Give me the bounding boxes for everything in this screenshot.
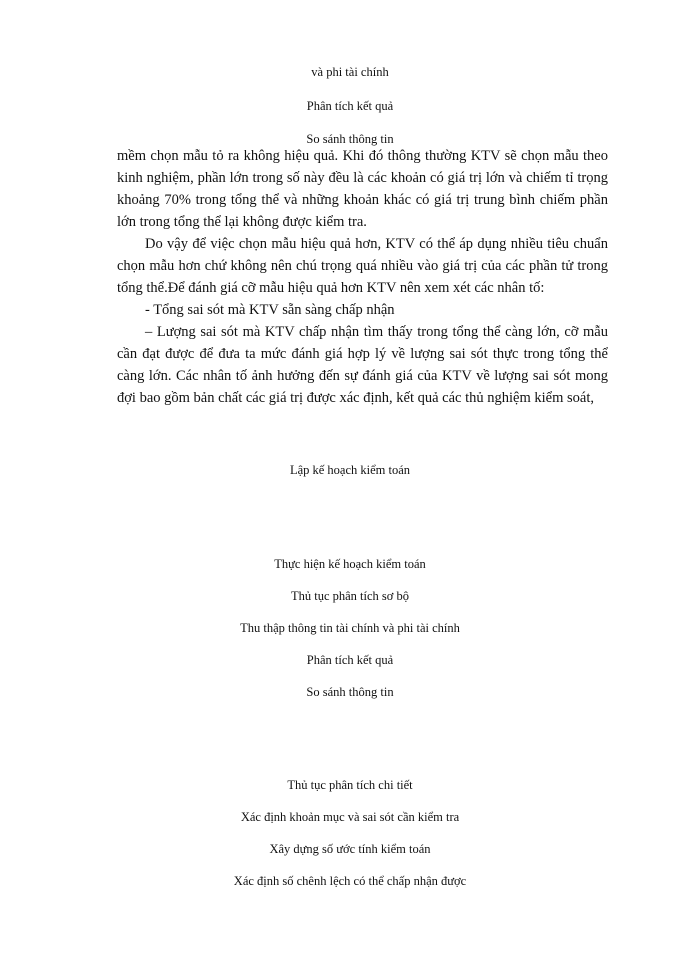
diagram-stage-planning: Lập kế hoạch kiểm toán: [289, 463, 411, 477]
diagram-detailed-step-3: Xác định số chênh lệch có thể chấp nhận được: [233, 874, 467, 888]
paragraph-4: – Lượng sai sót mà KTV chấp nhận tìm thấy trong tổng thể càng lớn, cỡ mẫu cần đạt được để đưa ta mức đánh giá hợp lý về lượng sai sót thực trong tổng thể càng lớn. Các nhân tố ảnh hưởng đến sự đánh giá của KTV về lượng sai sót mong đợi bao gồm bản chất các giá trị được xác định, kết quả các thủ nghiệm kiểm soát,: [117, 324, 608, 406]
body-text: [117, 145, 608, 409]
diagram-detailed-step-1: Xác định khoản mục và sai sót cần kiểm tra: [240, 810, 460, 824]
paragraph-2: Do vậy để việc chọn mẫu hiệu quả hơn, KTV có thể áp dụng nhiều tiêu chuẩn chọn mẫu hơn chứ không nên chú trọng quá nhiều vào giá trị của các phần tử trong tổng thể.Để đánh giá cỡ mẫu hiệu quả hơn KTV nên xem xét các nhân tố:: [117, 236, 608, 296]
diagram-text-top-2: Phân tích kết quả: [306, 99, 394, 113]
diagram-preliminary-step-1: Thu thập thông tin tài chính và phi tài chính: [240, 621, 460, 635]
diagram-text-top-3: So sánh thông tin: [306, 132, 394, 146]
diagram-detailed-step-2: Xây dựng số ước tính kiểm toán: [269, 842, 431, 856]
diagram-preliminary-step-2: Phân tích kết quả: [306, 653, 394, 667]
paragraph-3: - Tổng sai sót mà KTV sẵn sàng chấp nhận: [145, 302, 395, 318]
diagram-detailed-title: Thủ tục phân tích chi tiết: [287, 778, 413, 792]
diagram-preliminary-title: Thủ tục phân tích sơ bộ: [290, 589, 410, 603]
diagram-stage-execution: Thực hiện kế hoạch kiểm toán: [274, 557, 426, 571]
diagram-preliminary-step-3: So sánh thông tin: [306, 685, 394, 699]
diagram-text-top-1: và phi tài chính: [311, 65, 389, 79]
paragraph-1: mềm chọn mẫu tỏ ra không hiệu quả. Khi đó thông thường KTV sẽ chọn mẫu theo kinh nghiệm, phần lớn trong số này đều là các khoản có giá trị lớn và chiếm tỉ trọng khoảng 70% trong tổng thể và những khoản khác có giá trị trung bình chiếm phần lớn trong tổng thể lại không được kiểm tra.: [117, 148, 608, 230]
